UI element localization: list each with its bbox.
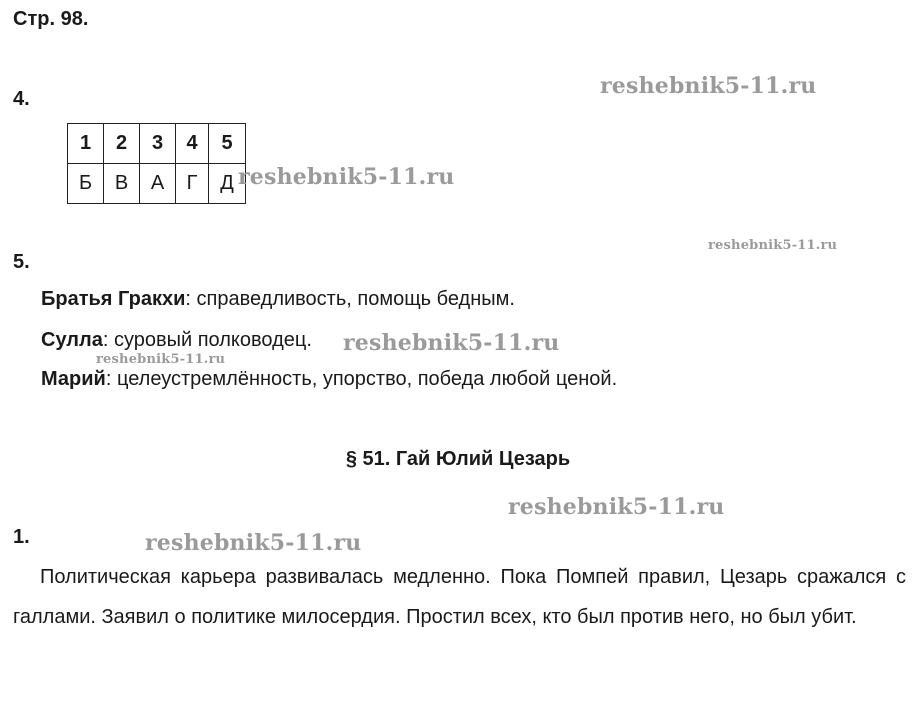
answer-table-header-cell: 1: [68, 124, 104, 164]
answer-table-cell: Д: [209, 164, 246, 204]
task-5-line-text: : суровый полководец.: [102, 329, 312, 351]
watermark: reshebnik5-11.ru: [145, 530, 362, 556]
task-5-line-text: : справедливость, помощь бедным.: [185, 288, 515, 310]
answer-table-cell: Б: [68, 164, 104, 204]
answer-table-header-row: [68, 124, 246, 164]
task-5-line: [41, 368, 617, 391]
watermark: reshebnik5-11.ru: [96, 352, 226, 367]
task-5-line: [41, 329, 312, 352]
watermark: reshebnik5-11.ru: [508, 494, 725, 520]
page-label: Стр. 98.: [13, 8, 89, 30]
watermark: reshebnik5-11.ru: [238, 164, 455, 190]
task-1-paragraph: Политическая карьера развивалась медленно. Пока Помпей правил, Цезарь сражался с галлами. Заявил о политике милосердия. Простил всех, кто был против него, но был убит.: [13, 566, 906, 628]
task-5-number: 5.: [13, 251, 30, 273]
answer-table-header-cell: 3: [140, 124, 176, 164]
answer-table: [67, 123, 246, 204]
task-5-line: [41, 288, 515, 311]
answer-table-answer-row: [68, 164, 246, 204]
task-5-line-name: Марий: [41, 368, 106, 390]
answer-table-header-cell: 2: [104, 124, 140, 164]
watermark: reshebnik5-11.ru: [708, 238, 838, 253]
watermark: reshebnik5-11.ru: [600, 73, 817, 99]
task-5-line-name: Братья Гракхи: [41, 288, 186, 310]
task-4-number: 4.: [13, 88, 30, 110]
task-5-line-text: : целеустремлённость, упорство, победа любой ценой.: [105, 368, 618, 390]
task-1-number: 1.: [13, 526, 30, 548]
watermark: reshebnik5-11.ru: [343, 330, 560, 356]
answer-table-cell: В: [104, 164, 140, 204]
answer-table-header-cell: 4: [176, 124, 209, 164]
answer-table-cell: Г: [176, 164, 209, 204]
task-5-line-name: Сулла: [41, 329, 103, 351]
answer-table-header-cell: 5: [209, 124, 246, 164]
answer-table-cell: А: [140, 164, 176, 204]
section-title: § 51. Гай Юлий Цезарь: [345, 448, 571, 470]
